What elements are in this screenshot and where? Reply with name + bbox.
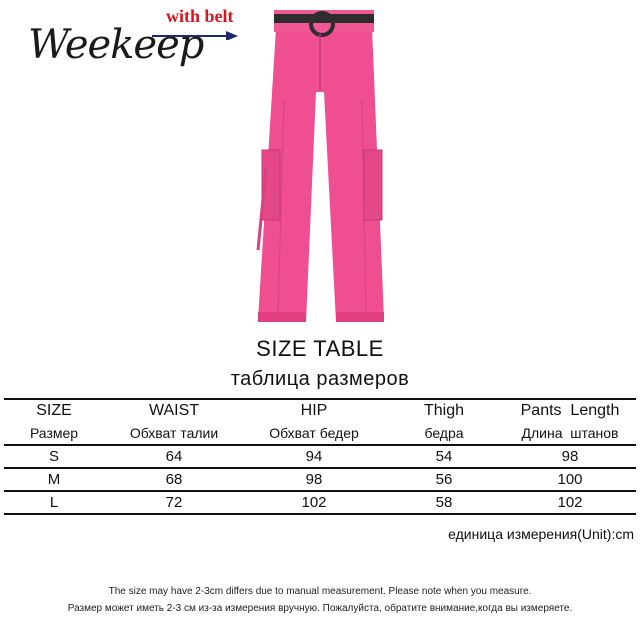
cell-waist: 64 <box>104 445 244 468</box>
measurement-note-en: The size may have 2-3cm differs due to manual measurement. Please note when you measure. <box>108 586 532 597</box>
cell-thigh: 58 <box>384 491 504 514</box>
table-row <box>4 491 636 514</box>
size-table <box>4 398 636 515</box>
table-row <box>4 445 636 468</box>
header-pants-length: Pants Length <box>504 399 636 422</box>
cell-waist: 72 <box>104 491 244 514</box>
cell-pants-length: 102 <box>504 491 636 514</box>
cell-hip: 94 <box>244 445 384 468</box>
cell-size: L <box>4 491 104 514</box>
cell-waist: 68 <box>104 468 244 491</box>
product-image-pants <box>236 0 406 330</box>
header-thigh: Thigh <box>384 399 504 422</box>
header-waist-ru: Обхват талии <box>104 422 244 445</box>
cell-pants-length: 98 <box>504 445 636 468</box>
header-hip: HIP <box>244 399 384 422</box>
header-size: SIZE <box>4 399 104 422</box>
brand-logo: Weekeep <box>28 22 204 68</box>
header-pants-length-ru: Длина штанов <box>504 422 636 445</box>
cell-size: S <box>4 445 104 468</box>
cell-pants-length: 100 <box>504 468 636 491</box>
size-table-title: SIZE TABLE <box>256 336 384 361</box>
with-belt-callout: with belt <box>166 6 234 26</box>
cell-thigh: 54 <box>384 445 504 468</box>
table-header-row <box>4 399 636 422</box>
unit-note: единица измерения(Unit):cm <box>448 526 634 542</box>
callout-arrow-icon <box>150 20 240 40</box>
header-waist: WAIST <box>104 399 244 422</box>
cell-hip: 102 <box>244 491 384 514</box>
header-thigh-ru: бедра <box>384 422 504 445</box>
size-table-title-ru: таблица размеров <box>230 368 410 390</box>
header-size-ru: Размер <box>4 422 104 445</box>
cell-hip: 98 <box>244 468 384 491</box>
header-hip-ru: Обхват бедер <box>244 422 384 445</box>
measurement-note-ru: Размер может иметь 2-3 см из-за измерения вручную. Пожалуйста, обратите внимание,когда вы измеряете. <box>67 603 573 614</box>
cell-thigh: 56 <box>384 468 504 491</box>
table-header-row-ru <box>4 422 636 445</box>
cell-size: M <box>4 468 104 491</box>
table-row <box>4 468 636 491</box>
